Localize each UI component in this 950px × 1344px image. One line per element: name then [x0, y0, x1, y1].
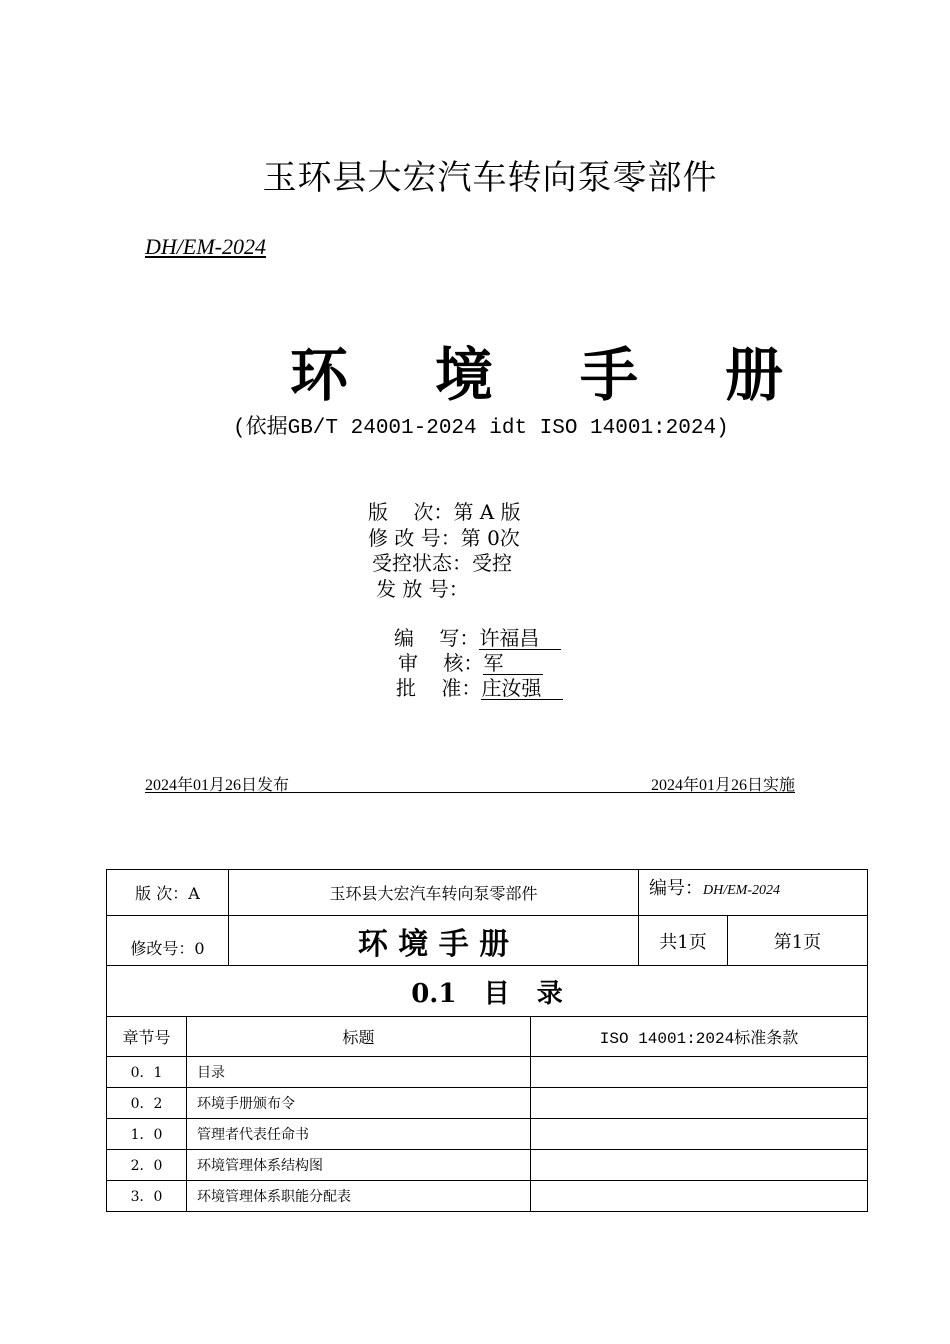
toc-num: 2．0	[107, 1150, 187, 1181]
info-label: 修 改 号：	[368, 526, 461, 550]
header-company: 玉环县大宏汽车转向泵零部件	[229, 870, 639, 916]
manual-title	[290, 328, 783, 412]
signature-label: 批 准：	[396, 676, 482, 700]
toc-section-title: 0.1 目 录	[107, 966, 868, 1017]
title-char: 境	[435, 341, 494, 409]
toc-clause	[531, 1150, 868, 1181]
info-label: 发 放 号：	[376, 577, 469, 601]
info-issue-number	[376, 573, 469, 602]
document-header-table	[106, 869, 868, 1017]
info-label: 受控状态：	[372, 551, 472, 575]
version-cell: 版 次：A	[107, 870, 229, 916]
toc-title: 管理者代表任命书	[187, 1119, 531, 1150]
toc-col-header: ISO 14001:2024标准条款	[531, 1017, 868, 1057]
signature-approver	[396, 672, 563, 701]
info-label: 版 次：	[368, 500, 454, 524]
toc-num: 3．0	[107, 1181, 187, 1212]
title-char: 环	[290, 341, 349, 409]
header-manual-title: 环 境 手 册	[229, 916, 639, 966]
code-value: DH/EM-2024	[703, 883, 780, 898]
signature-value: 庄汝强	[481, 677, 563, 700]
revision-cell: 修改号：0	[107, 916, 229, 966]
toc-title: 环境手册颁布令	[187, 1088, 531, 1119]
table-row	[107, 1088, 868, 1119]
effective-date: 2024年01月26日实施	[650, 777, 795, 794]
signature-label: 审 核：	[398, 651, 484, 675]
title-char: 手	[580, 341, 639, 409]
toc-num: 1．0	[107, 1119, 187, 1150]
signature-label: 编 写：	[394, 626, 480, 650]
company-name: 玉环县大宏汽车转向泵零部件	[262, 158, 718, 198]
signature-value: 军	[483, 652, 543, 675]
toc-num: 0．2	[107, 1088, 187, 1119]
info-value: 受控	[472, 551, 512, 575]
toc-title: 环境管理体系职能分配表	[187, 1181, 531, 1212]
table-row	[107, 1181, 868, 1212]
info-value: 第 0次	[460, 526, 520, 550]
info-value: 第 A 版	[453, 500, 521, 524]
standard-basis: (依据GB/T 24001-2024 idt ISO 14001:2024)	[233, 417, 729, 440]
toc-col-header: 标题	[187, 1017, 531, 1057]
toc-clause	[531, 1088, 868, 1119]
code-cell	[639, 870, 868, 916]
title-char: 册	[725, 341, 784, 409]
toc-clause	[531, 1119, 868, 1150]
table-row	[107, 1150, 868, 1181]
toc-num: 0．1	[107, 1057, 187, 1088]
total-pages: 共1页	[639, 916, 728, 966]
toc-clause	[531, 1181, 868, 1212]
code-label: 编号：	[649, 878, 703, 899]
page-number: 第1页	[728, 916, 868, 966]
toc-title: 目录	[187, 1057, 531, 1088]
toc-table	[106, 1016, 868, 1212]
date-line	[145, 772, 795, 793]
document-code: DH/EM-2024	[145, 234, 266, 259]
toc-title: 环境管理体系结构图	[187, 1150, 531, 1181]
info-version	[368, 496, 521, 525]
toc-col-header: 章节号	[107, 1017, 187, 1057]
table-row	[107, 1119, 868, 1150]
toc-clause	[531, 1057, 868, 1088]
info-control-status	[372, 547, 512, 576]
signature-value: 许福昌	[479, 627, 561, 650]
issue-date: 2024年01月26日发布	[145, 777, 290, 794]
table-row	[107, 1057, 868, 1088]
